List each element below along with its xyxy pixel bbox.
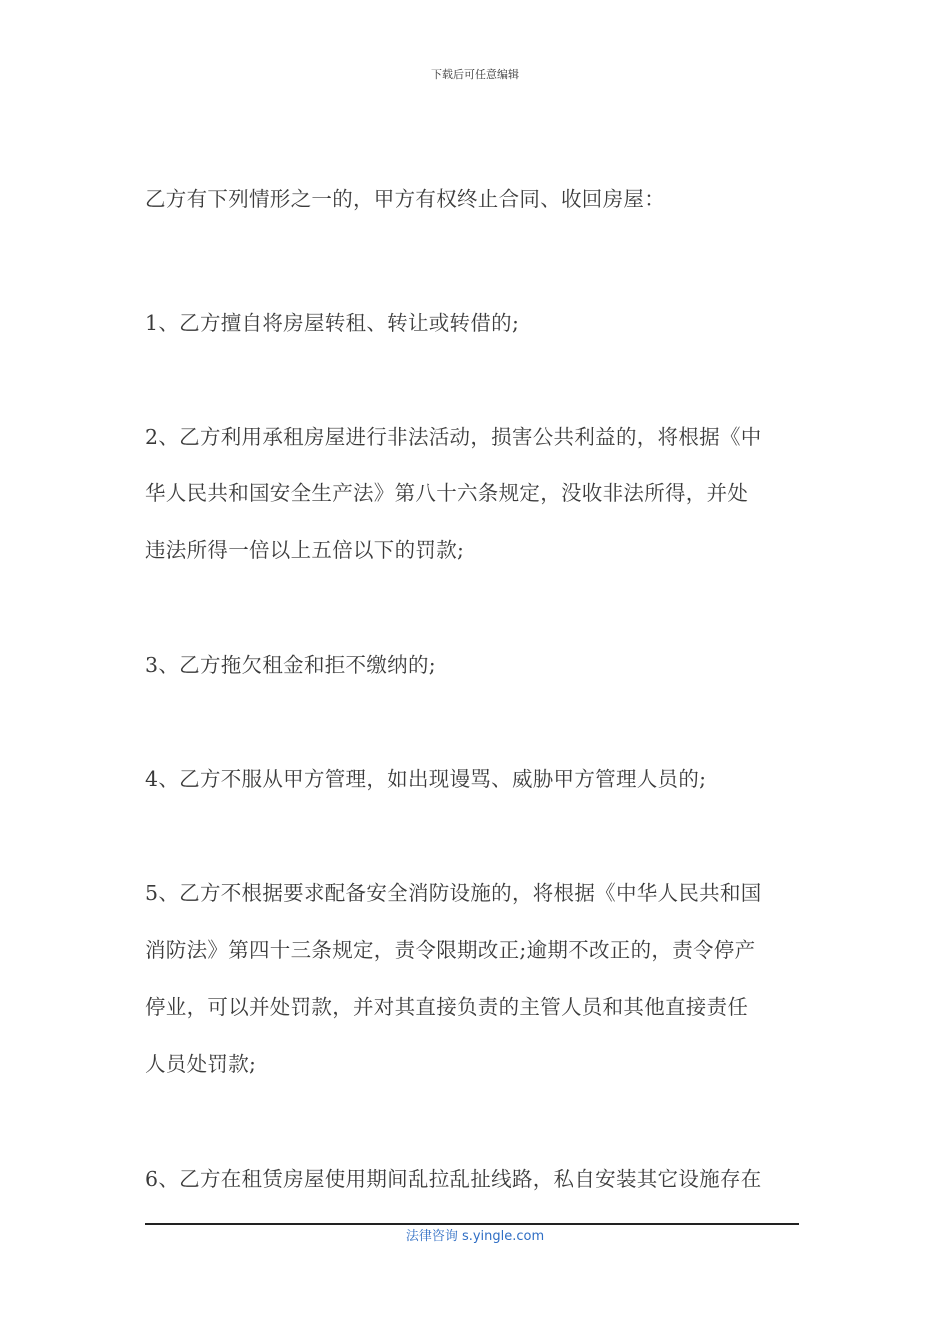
clause-2-line-1: 2、乙方利用承租房屋进行非法活动，损害公共利益的，将根据《中 bbox=[145, 425, 762, 449]
clause-2-line-2: 华人民共和国安全生产法》第八十六条规定，没收非法所得，并处 bbox=[145, 481, 749, 505]
clause-2-line-3: 违法所得一倍以上五倍以下的罚款; bbox=[145, 538, 465, 562]
footer-legal-consult-link[interactable]: 法律咨询 s.yingle.com bbox=[405, 1229, 545, 1244]
clause-5-line-1: 5、乙方不根据要求配备安全消防设施的，将根据《中华人民共和国 bbox=[145, 881, 762, 905]
clause-6-line-1: 6、乙方在租赁房屋使用期间乱拉乱扯线路，私自安装其它设施存在 bbox=[145, 1167, 762, 1191]
clause-1-line: 1、乙方擅自将房屋转租、转让或转借的; bbox=[145, 311, 520, 335]
page-header: 下载后可任意编辑 bbox=[431, 68, 519, 81]
intro-line: 乙方有下列情形之一的，甲方有权终止合同、收回房屋： bbox=[145, 187, 665, 211]
clause-5-line-2: 消防法》第四十三条规定，责令限期改正;逾期不改正的，责令停产 bbox=[145, 938, 756, 962]
clause-3-line: 3、乙方拖欠租金和拒不缴纳的; bbox=[145, 653, 436, 677]
footer-divider bbox=[145, 1223, 799, 1225]
clause-4-line: 4、乙方不服从甲方管理，如出现谩骂、威胁甲方管理人员的; bbox=[145, 767, 707, 791]
clause-5-line-4: 人员处罚款; bbox=[145, 1052, 257, 1076]
clause-5-line-3: 停业，可以并处罚款，并对其直接负责的主管人员和其他直接责任 bbox=[145, 995, 749, 1019]
